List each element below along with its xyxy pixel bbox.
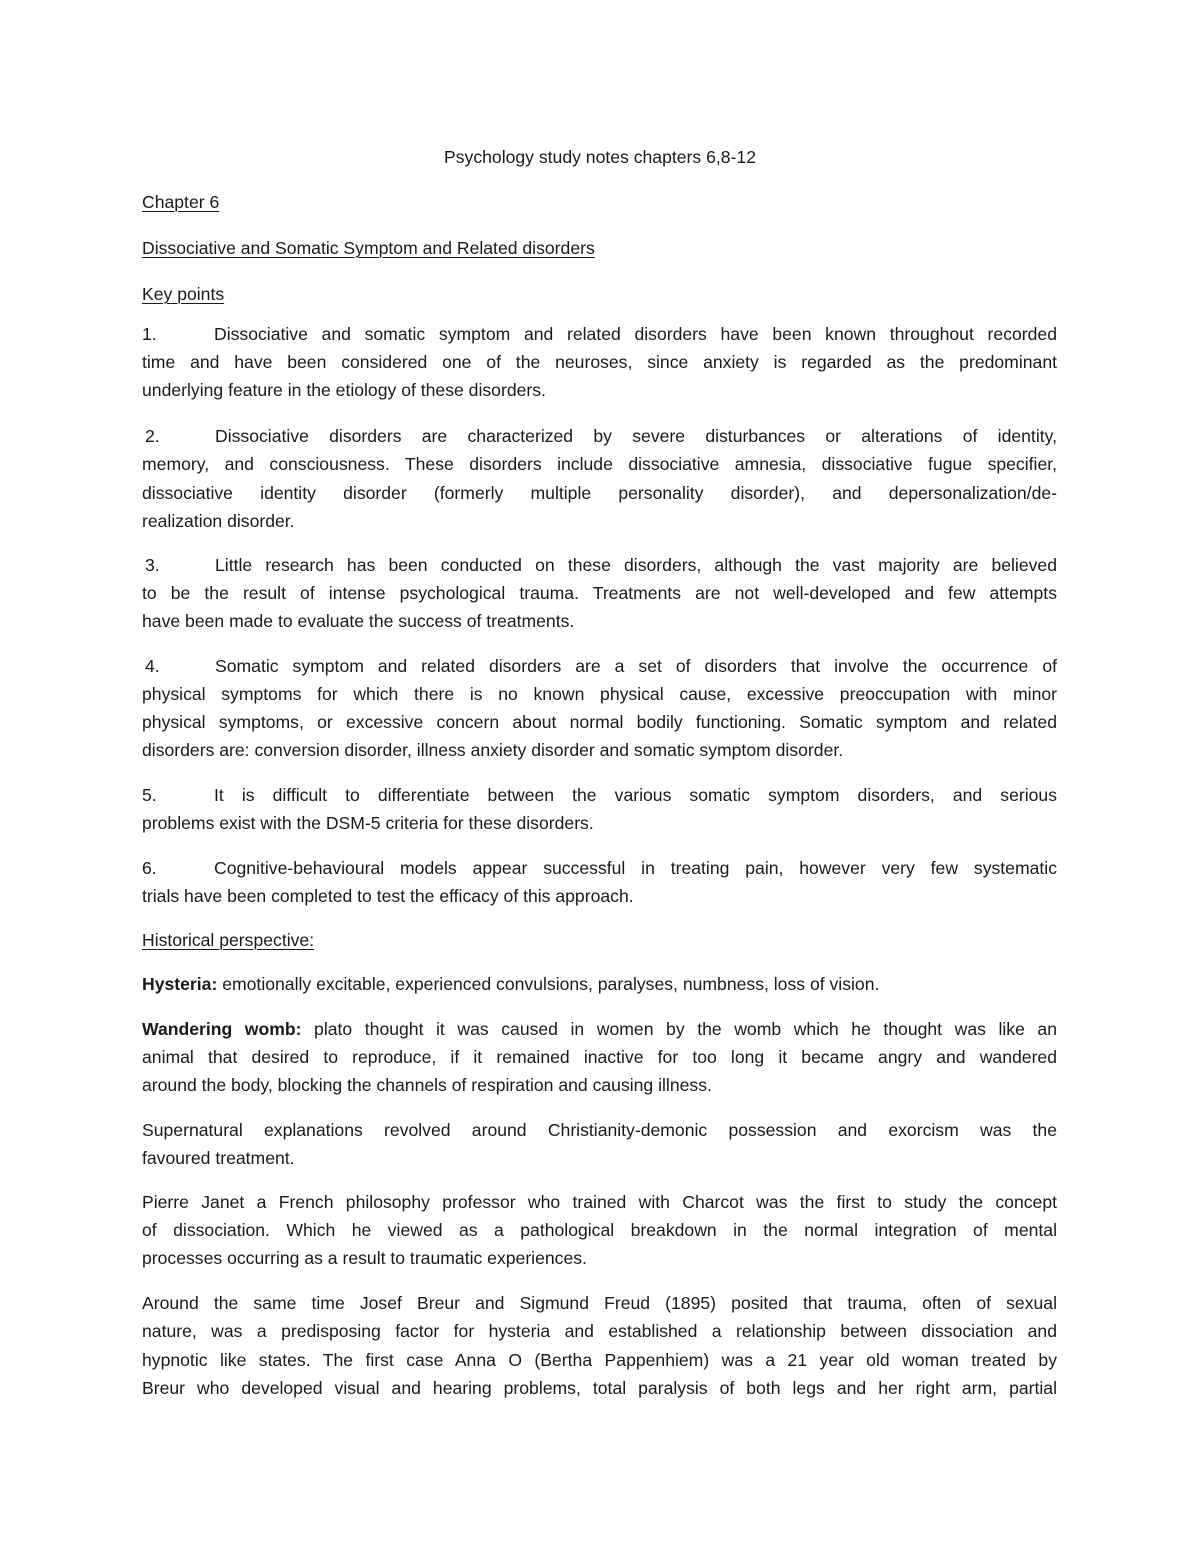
key-point-1-number: 1. (142, 324, 157, 344)
key-points-heading-text: Key points (142, 284, 225, 304)
breuer-line-2: nature, was a predisposing factor for hysteria and established a relationship between dissociation and (142, 1321, 1057, 1341)
supernatural-line-1: Supernatural explanations revolved around Christianity-demonic possession and exorcism was the (142, 1120, 1057, 1140)
wandering-womb-line-2: animal that desired to reproduce, if it remained inactive for too long it became angry and wandered (142, 1047, 1057, 1067)
key-point-3-number: 3. (145, 555, 160, 575)
historical-perspective-heading (142, 928, 1057, 952)
wandering-womb-line-1: Wandering womb: plato thought it was caused in women by the womb which he thought was like an (142, 1019, 1058, 1039)
key-point-2-line-3: dissociative identity disorder (formerly multiple personality disorder), and depersonalization/de- (142, 483, 1057, 503)
key-point-1-line-1: 1. Dissociative and somatic symptom and related disorders have been known throughout recorded (142, 324, 1057, 344)
key-point-4-line-3: physical symptoms, or excessive concern about normal bodily functioning. Somatic symptom and related (142, 712, 1057, 732)
key-point-2-number: 2. (145, 426, 160, 446)
breuer-line-3: hypnotic like states. The first case Anna O (Bertha Pappenhiem) was a 21 year old woman treated by (142, 1350, 1057, 1370)
chapter-heading (142, 190, 1057, 214)
hysteria-text: emotionally excitable, experienced convulsions, paralyses, numbness, loss of vision. (217, 974, 880, 994)
janet-line-2: of dissociation. Which he viewed as a pathological breakdown in the normal integration of mental (142, 1220, 1057, 1240)
wandering-womb-term: Wandering womb: (142, 1019, 302, 1039)
key-point-4-number: 4. (145, 656, 160, 676)
key-point-2-line-1: 2. Dissociative disorders are characterized by severe disturbances or alterations of identity, (145, 426, 1057, 446)
key-point-6-line-2: trials have been completed to test the efficacy of this approach. (142, 886, 634, 906)
historical-perspective-heading-text: Historical perspective: (142, 930, 315, 950)
key-point-2-line-4: realization disorder. (142, 511, 295, 531)
key-point-6-line-1: 6. Cognitive-behavioural models appear successful in treating pain, however very few systematic (142, 858, 1057, 878)
key-point-4-line-1: 4. Somatic symptom and related disorders are a set of disorders that involve the occurrence of (145, 656, 1057, 676)
key-point-3-line-3: have been made to evaluate the success of treatments. (142, 611, 575, 631)
key-point-4-line-4: disorders are: conversion disorder, illness anxiety disorder and somatic symptom disorder. (142, 740, 844, 760)
breuer-line-1: Around the same time Josef Breur and Sigmund Freud (1895) posited that trauma, often of sexual (142, 1293, 1057, 1313)
key-point-5-line-2: problems exist with the DSM-5 criteria for these disorders. (142, 813, 594, 833)
key-points-heading (142, 282, 1057, 306)
section-title-text: Dissociative and Somatic Symptom and Related disorders (142, 238, 595, 258)
supernatural-line-2: favoured treatment. (142, 1148, 295, 1168)
janet-line-1: Pierre Janet a French philosophy professor who trained with Charcot was the first to study the concept (142, 1192, 1057, 1212)
key-point-6-number: 6. (142, 858, 157, 878)
key-point-3-line-2: to be the result of intense psychological trauma. Treatments are not well-developed and few attempts (142, 583, 1057, 603)
key-point-4-line-2: physical symptoms for which there is no known physical cause, excessive preoccupation with minor (142, 684, 1057, 704)
wandering-womb-line-3: around the body, blocking the channels of respiration and causing illness. (142, 1075, 712, 1095)
janet-line-3: processes occurring as a result to traumatic experiences. (142, 1248, 587, 1268)
breuer-line-4: Breur who developed visual and hearing problems, total paralysis of both legs and her right arm, partial (142, 1378, 1057, 1398)
document-title: Psychology study notes chapters 6,8-12 (444, 147, 756, 167)
hysteria-term: Hysteria: (142, 974, 218, 994)
key-point-1-line-3: underlying feature in the etiology of these disorders. (142, 380, 546, 400)
key-point-5-number: 5. (142, 785, 157, 805)
key-point-3-line-1: 3. Little research has been conducted on these disorders, although the vast majority are believed (145, 555, 1057, 575)
key-point-1-line-2: time and have been considered one of the neuroses, since anxiety is regarded as the predominant (142, 352, 1057, 372)
key-point-2-line-2: memory, and consciousness. These disorders include dissociative amnesia, dissociative fugue specifier, (142, 454, 1057, 474)
key-point-5-line-1: 5. It is difficult to differentiate between the various somatic symptom disorders, and serious (142, 785, 1057, 805)
section-title (142, 236, 1057, 260)
chapter-heading-text: Chapter 6 (142, 192, 220, 212)
hysteria-paragraph (142, 972, 1057, 996)
